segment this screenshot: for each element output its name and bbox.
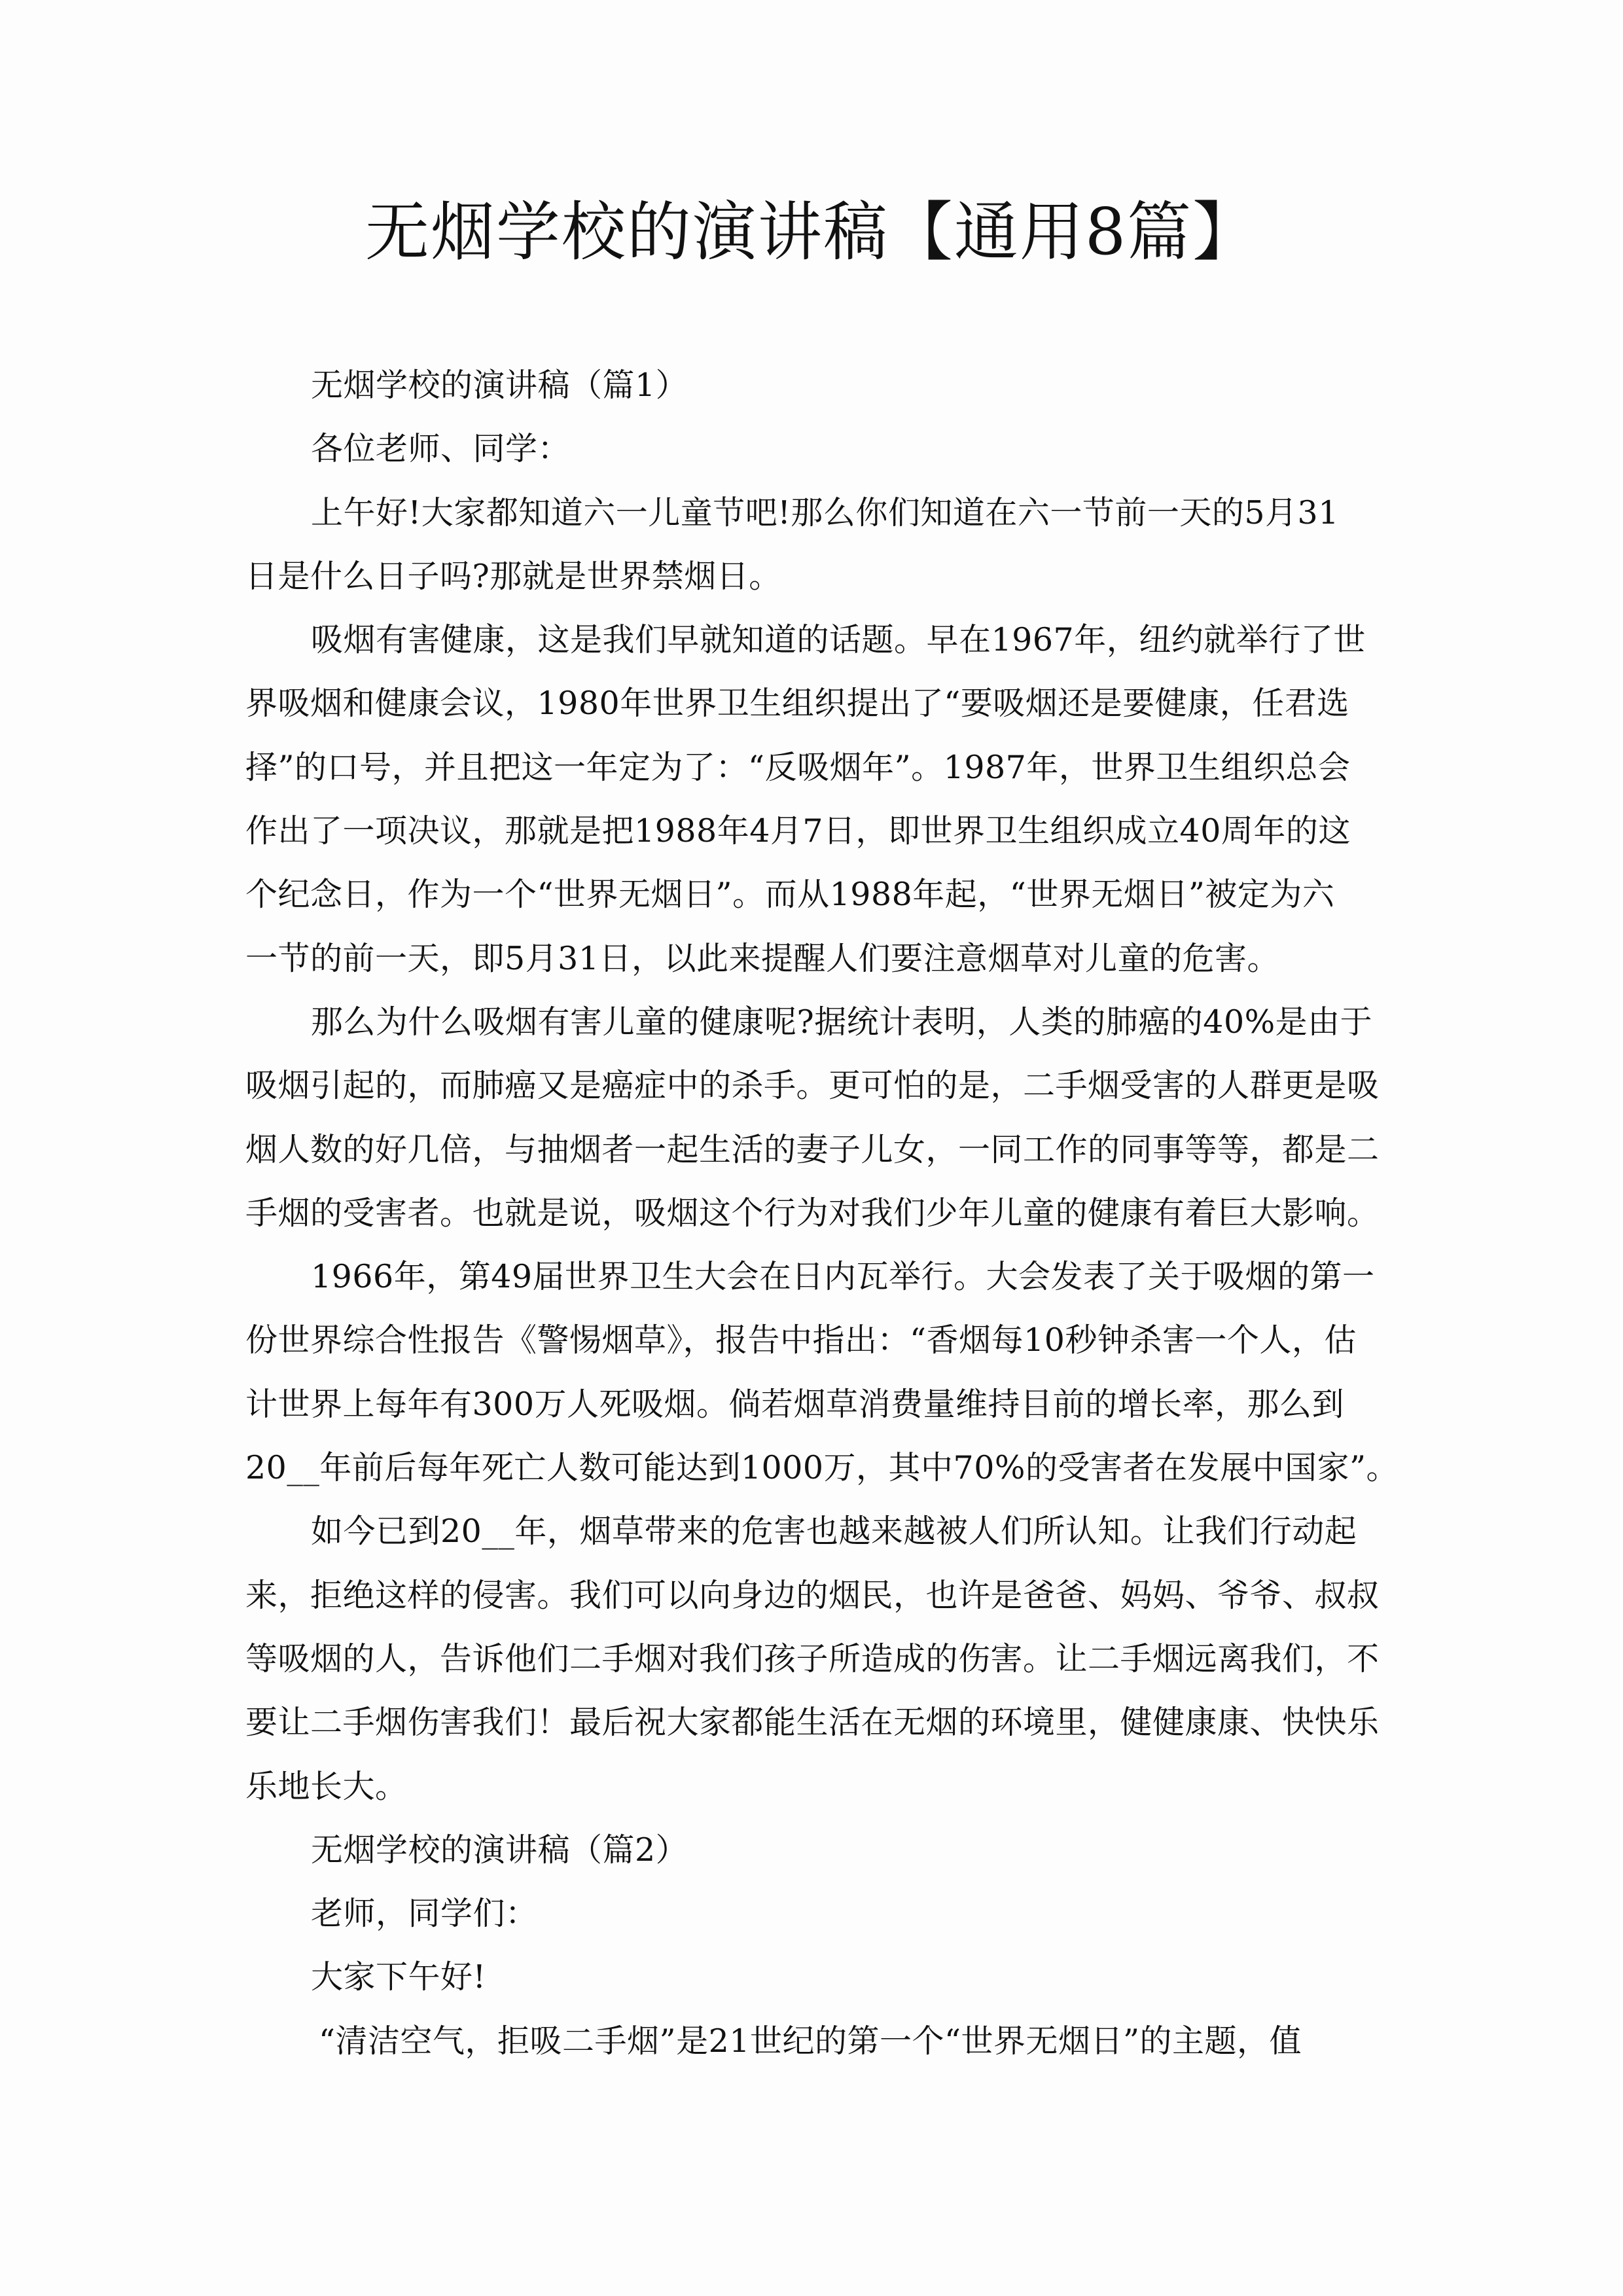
greeting: 老师，同学们： — [311, 1895, 538, 1933]
paragraph-line: 计世界上每年有300万人死吸烟。倘若烟草消费量维持目前的增长率，那么到 — [245, 1385, 1345, 1423]
paragraph — [245, 1499, 1384, 1818]
section-heading: 无烟学校的演讲稿（篇1） — [311, 367, 688, 404]
greeting: 各位老师、同学： — [311, 430, 571, 468]
paragraph-line: 等吸烟的人，告诉他们二手烟对我们孩子所造成的伤害。让二手烟远离我们，不 — [245, 1640, 1380, 1677]
paragraph — [245, 2009, 1384, 2073]
paragraph-line: 烟人数的好几倍，与抽烟者一起生活的妻子儿女，一同工作的同事等等，都是二 — [245, 1130, 1380, 1168]
section-1 — [245, 353, 1399, 1818]
paragraph-line: 那么为什么吸烟有害儿童的健康呢?据统计表明，人类的肺癌的40%是由于 — [311, 1003, 1373, 1041]
paragraph-line: 界吸烟和健康会议，1980年世界卫生组织提出了“要吸烟还是要健康，任君选 — [245, 685, 1349, 723]
paragraph-line: 吸烟有害健康，这是我们早就知道的话题。早在1967年，纽约就举行了世 — [311, 621, 1366, 659]
paragraph-line: 一节的前一天，即5月31日，以此来提醒人们要注意烟草对儿童的危害。 — [245, 939, 1280, 977]
paragraph-line: 要让二手烟伤害我们！最后祝大家都能生活在无烟的环境里，健健康康、快快乐 — [245, 1704, 1380, 1742]
paragraph-line: 作出了一项决议，那就是把1988年4月7日，即世界卫生组织成立40周年的这 — [245, 812, 1351, 850]
paragraph-line: 来，拒绝这样的侵害。我们可以向身边的烟民，也许是爸爸、妈妈、爷爷、叔叔 — [245, 1576, 1380, 1614]
document-body — [245, 353, 1399, 2073]
paragraph-line: 份世界综合性报告《警惕烟草》，报告中指出：“香烟每10秒钟杀害一个人，估 — [245, 1321, 1357, 1359]
paragraph — [245, 1245, 1399, 1499]
paragraph-line: “清洁空气，拒吸二手烟”是21世纪的第一个“世界无烟日”的主题，值 — [319, 2022, 1302, 2060]
paragraph-line: 大家下午好! — [311, 1958, 486, 1996]
paragraph-line: 如今已到20__年，烟草带来的危害也越来越被人们所认知。让我们行动起 — [311, 1513, 1357, 1551]
paragraph — [245, 1945, 1384, 2009]
paragraph — [245, 990, 1384, 1245]
paragraph-line: 上午好!大家都知道六一儿童节吧!那么你们知道在六一节前一天的5月31 — [311, 493, 1339, 531]
paragraph-line: 乐地长大。 — [245, 1767, 408, 1805]
paragraph — [245, 481, 1384, 609]
paragraph-line: 20__年前后每年死亡人数可能达到1000万，其中70%的受害者在发展中国家”。 — [245, 1449, 1399, 1487]
paragraph — [245, 608, 1384, 990]
paragraph-line: 1966年，第49届世界卫生大会在日内瓦举行。大会发表了关于吸烟的第一 — [311, 1258, 1375, 1296]
section-heading: 无烟学校的演讲稿（篇2） — [311, 1831, 688, 1869]
paragraph-line: 择”的口号，并且把这一年定为了：“反吸烟年”。1987年，世界卫生组织总会 — [245, 748, 1351, 786]
paragraph-line: 日是什么日子吗?那就是世界禁烟日。 — [245, 557, 781, 595]
section-2 — [245, 1818, 1384, 2073]
paragraph-line: 手烟的受害者。也就是说，吸烟这个行为对我们少年儿童的健康有着巨大影响。 — [245, 1194, 1380, 1232]
paragraph-line: 个纪念日，作为一个“世界无烟日”。而从1988年起，“世界无烟日”被定为六 — [245, 876, 1335, 914]
paragraph-line: 吸烟引起的，而肺癌又是癌症中的杀手。更可怕的是，二手烟受害的人群更是吸 — [245, 1067, 1380, 1105]
document-title: 无烟学校的演讲稿【通用8篇】 — [365, 195, 1258, 270]
